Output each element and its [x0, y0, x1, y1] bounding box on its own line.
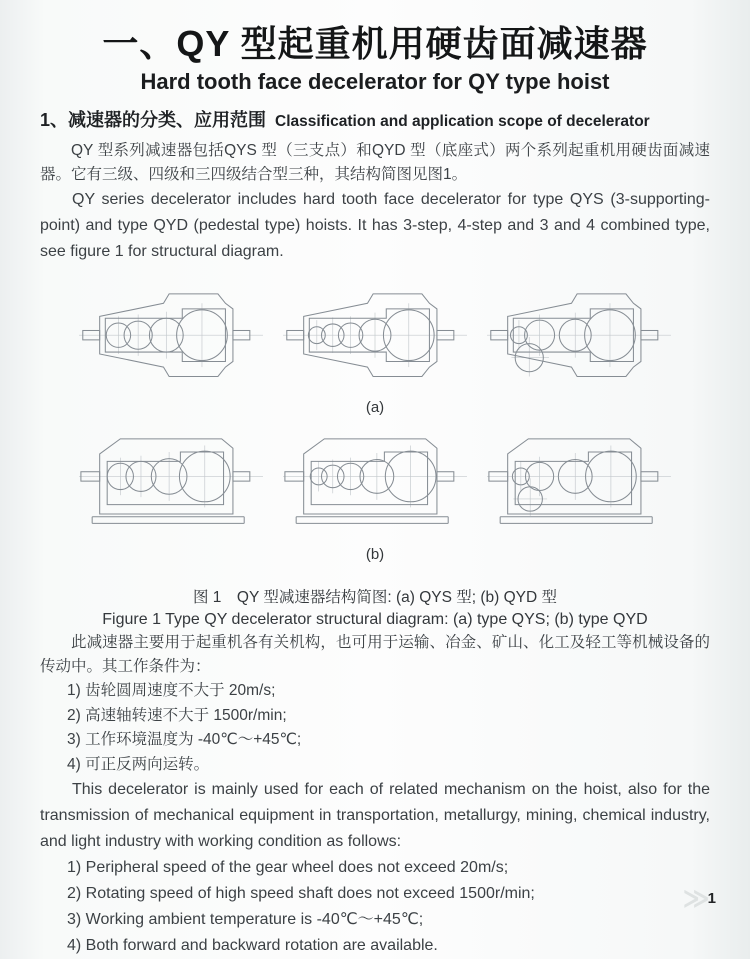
double-chevron-icon: ≫	[682, 883, 707, 913]
application-paragraph-en: This decelerator is mainly used for each of related mechanism on the hoist, also for the transmission of mechanical equipment in transportation, metallurgy, mining, chemical industry, and light industry with working condition as follows:	[40, 781, 710, 850]
figure-caption-cn: 图 1 QY 型减速器结构简图: (a) QYS 型; (b) QYD 型	[192, 589, 557, 606]
diagram-qys-4step	[276, 277, 474, 399]
figure-label-a: (a)	[365, 399, 385, 416]
diagram-qyd-combined	[480, 422, 678, 544]
page-number-value: 1	[707, 890, 716, 907]
condition-cn-2: 2) 高速轴转速不大于 1500r/min;	[67, 706, 287, 724]
diagram-qys-3step	[72, 277, 270, 399]
diagram-qys-combined	[480, 277, 678, 399]
page-title: 一、QY 型起重机用硬齿面减速器	[102, 23, 648, 64]
diagram-qyd-4step	[276, 422, 474, 544]
condition-cn-4: 4) 可正反两向运转。	[67, 755, 210, 773]
figure-row-qys	[40, 277, 710, 399]
section-heading-cn: 1、减速器的分类、应用范围	[40, 110, 267, 130]
condition-cn-3: 3) 工作环境温度为 -40℃～+45℃;	[67, 731, 302, 748]
condition-en-1: 1) Peripheral speed of the gear wheel does not exceed 20m/s;	[67, 859, 509, 876]
figure-label-b: (b)	[365, 546, 385, 563]
section-heading	[40, 108, 710, 134]
section-heading-en: Classification and application scope of decelerator	[275, 113, 650, 130]
condition-cn-1: 1) 齿轮圆周速度不大于 20m/s;	[67, 682, 276, 699]
application-paragraph-cn: 此减速器主要用于起重机各有关机构，也可用于运输、冶金、矿山、化工及轻工等机械设备的传动中。其工作条件为：	[40, 634, 710, 675]
figure-caption	[40, 587, 710, 631]
figure-1	[40, 277, 710, 631]
intro-paragraph-en: QY series decelerator includes hard tooth face decelerator for type QYS (3-supporting-point) and type QYD (pedestal type) hoists. It has 3-step, 4-step and 3 and 4 combined type, see figure 1 for structural diagram.	[40, 191, 710, 260]
diagram-qyd-3step	[72, 422, 270, 544]
condition-en-3: 3) Working ambient temperature is -40℃～+45℃;	[67, 911, 424, 928]
intro-paragraph-cn: QY 型系列减速器包括QYS 型（三支点）和QYD 型（底座式）两个系列起重机用硬齿面减速器。它有三级、四级和三四级结合型三种，其结构简图见图1。	[40, 142, 710, 183]
condition-en-4: 4) Both forward and backward rotation are available.	[67, 937, 438, 954]
figure-caption-en: Figure 1 Type QY decelerator structural diagram: (a) type QYS; (b) type QYD	[102, 611, 648, 628]
condition-en-2: 2) Rotating speed of high speed shaft does not exceed 1500r/min;	[67, 885, 535, 902]
page-number	[682, 883, 716, 914]
figure-row-qyd	[40, 422, 710, 544]
page-title-english: Hard tooth face decelerator for QY type hoist	[140, 69, 610, 94]
